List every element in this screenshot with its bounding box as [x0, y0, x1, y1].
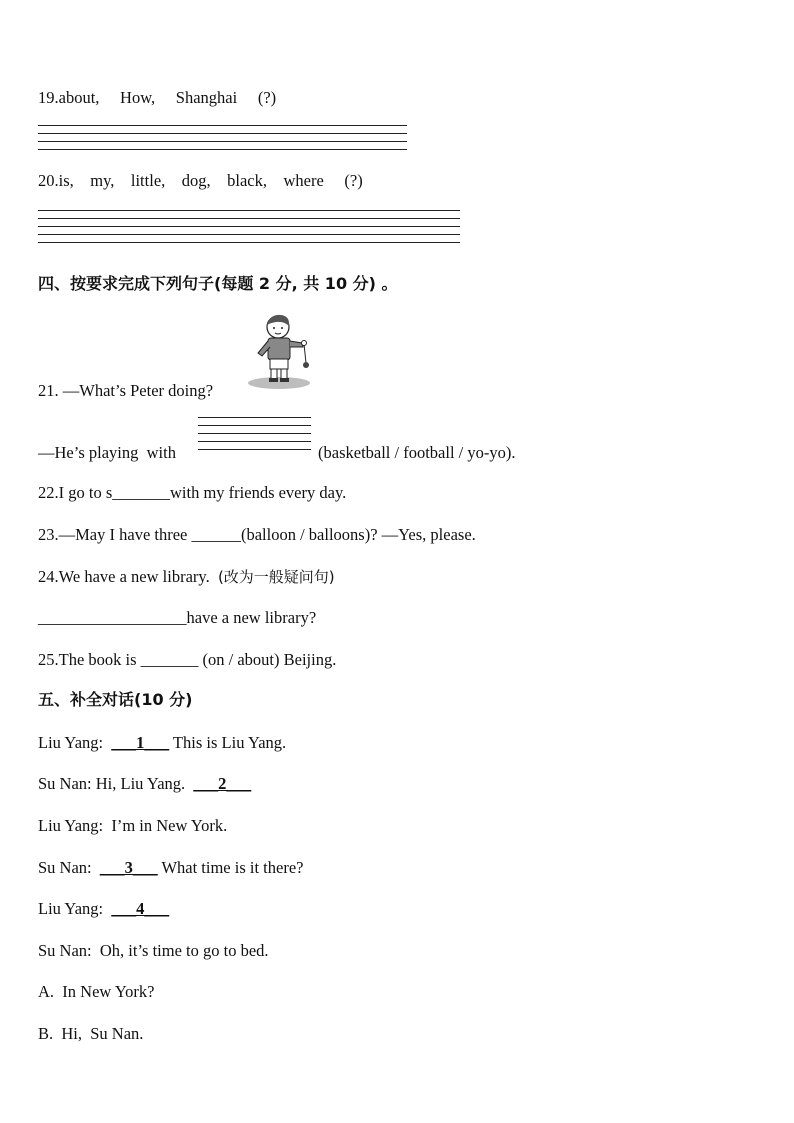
question-24-answer-line[interactable]: __________________have a new library? — [38, 608, 317, 627]
dialogue-line-3 — [38, 816, 227, 836]
dialogue-line-5 — [38, 899, 169, 919]
dialogue-speaker: Su Nan: — [38, 858, 100, 877]
option-b: B. Hi, Su Nan. — [38, 1024, 144, 1043]
dialogue-speaker: Su Nan: Oh, it’s time to go to bed. — [38, 941, 269, 960]
dialogue-speaker: Liu Yang: — [38, 733, 112, 752]
dialogue-line-1 — [38, 733, 286, 753]
question-23: 23.—May I have three ______(balloon / balloons)? —Yes, please. — [38, 525, 476, 544]
question-21-options: (basketball / football / yo-yo). — [318, 443, 516, 462]
dialogue-line-6 — [38, 941, 269, 961]
dialogue-text: This is Liu Yang. — [169, 733, 287, 752]
boy-playing-yoyo-icon — [246, 313, 320, 391]
question-25: 25.The book is _______ (on / about) Beijing. — [38, 650, 337, 669]
dialogue-line-2 — [38, 774, 251, 794]
question-20: 20.is, my, little, dog, black, where (?) — [38, 171, 363, 190]
answer-lines-21[interactable] — [198, 417, 311, 457]
dialogue-speaker: Su Nan: Hi, Liu Yang. — [38, 774, 194, 793]
option-a: A. In New York? — [38, 982, 155, 1001]
section-5-title: 五、补全对话(10 分) — [38, 690, 193, 709]
question-21: 21. —What’s Peter doing? — [38, 381, 214, 400]
question-21-answer-prefix: —He’s playing with — [38, 443, 176, 462]
dialogue-text: What time is it there? — [157, 858, 304, 877]
dialogue-blank-4[interactable]: ___4___ — [111, 899, 170, 918]
dialogue-blank-1[interactable]: ___1___ — [111, 733, 170, 752]
question-24-instruction: (改为一般疑问句) — [217, 568, 335, 586]
question-22: 22.I go to s_______with my friends every day. — [38, 483, 347, 502]
answer-lines-20[interactable] — [38, 210, 460, 250]
section-4-title: 四、按要求完成下列句子(每题 2 分, 共 10 分) 。 — [38, 274, 398, 293]
dialogue-speaker: Liu Yang: — [38, 899, 112, 918]
dialogue-blank-3[interactable]: ___3___ — [99, 858, 158, 877]
question-24 — [38, 567, 335, 587]
question-24-text: 24.We have a new library. — [38, 567, 218, 586]
question-19: 19.about, How, Shanghai (?) — [38, 88, 277, 107]
dialogue-speaker: Liu Yang: I’m in New York. — [38, 816, 228, 835]
dialogue-blank-2[interactable]: ___2___ — [193, 774, 252, 793]
dialogue-line-4 — [38, 858, 303, 878]
answer-lines-19[interactable] — [38, 125, 407, 157]
